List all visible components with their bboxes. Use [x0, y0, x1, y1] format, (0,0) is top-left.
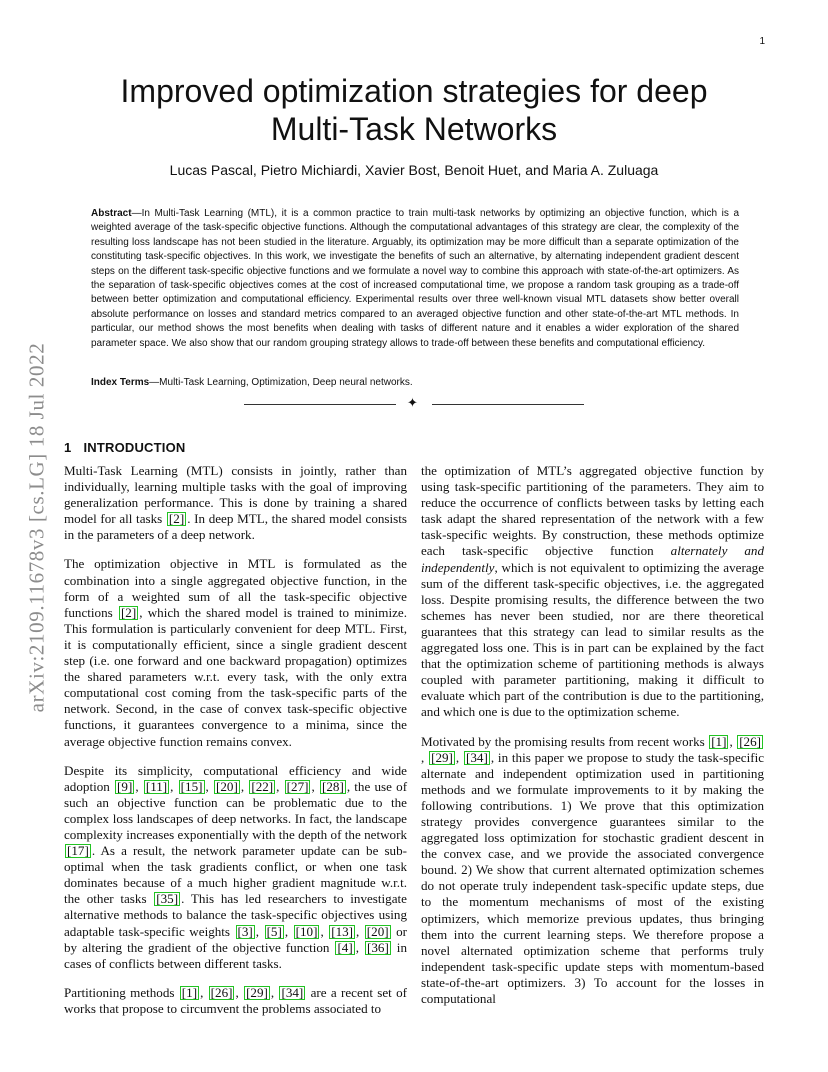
paragraph-text: , which is not equivalent to optimizing the average sum of the different task-specific objectives, i.e. the aggregated loss. Despite promising results, the difference between the two schemes has never been studied, nor are there theoretical guarantees that this strategy can lead to similar results as the aggregated loss one. This is in part can be explained by the fact that the optimization scheme of partitioning methods is always coupled with parameter partitioning, making it difficult to evaluate which part of the contribution is due to the partitioning, and which one is due to the optimization scheme.: [421, 559, 764, 720]
citation-link[interactable]: [36]: [366, 939, 389, 955]
body-paragraph: [64, 985, 407, 1017]
body-paragraph: [421, 734, 764, 1008]
paragraph-text: ,: [284, 923, 293, 939]
paragraph-text: in cases of conflicts between different tasks.: [64, 939, 407, 971]
arxiv-identifier-text: arXiv:2109.11678v3 [cs.LG] 18 Jul 2022: [24, 342, 49, 712]
paragraph-text: . As a result, the network parameter update can be sub-optimal when the task gradients conflict, or when one task dominates because of a much higher gradient magnitude w.r.t. the other tasks: [64, 843, 407, 907]
index-terms-text: —Multi-Task Learning, Optimization, Deep neural networks.: [149, 377, 413, 388]
abstract-label: Abstract: [91, 208, 132, 219]
title-line-1: Improved optimization strategies for deep: [120, 73, 708, 109]
body-paragraph: [64, 463, 407, 543]
citation-link[interactable]: [35]: [156, 891, 179, 907]
citation-link[interactable]: [2]: [120, 604, 137, 620]
citation-link[interactable]: [20]: [216, 778, 238, 794]
paragraph-text: , which the shared model is trained to minimize. This formulation is particularly convenient for deep MTL. First, it is computationally efficient, since a single gradient descent step (i.e. one forward and one backward propagation) optimizes the shared parameters w.r.t. every task, with the only extra computational cost coming from the task-specific parts of the network. Second, in the case of convex task-specific objective functions, it guarantees convergence to a minima, since the average objective function remains convex.: [64, 604, 407, 749]
paragraph-text: ,: [276, 778, 284, 794]
paragraph-text: the optimization of MTL’s aggregated objective function by using task-specific partitioning of the parameters. They aim to reduce the occurrence of conflicts between tasks by letting each task adapt the shared representation of the network with a few task-specific weights. By construction, these methods optimize each task-specific objective function: [421, 463, 764, 559]
section-number: 1: [64, 440, 72, 455]
divider-line-right: [432, 404, 584, 405]
section-divider: [244, 396, 584, 412]
index-terms: [91, 376, 739, 390]
body-paragraph: [421, 463, 764, 721]
paragraph-text: Multi-Task Learning (MTL) consists in jointly, rather than individually, learning multiple tasks with the goal of improving generalization performance. This is done by training a shared model for all tasks: [64, 463, 407, 527]
citation-link[interactable]: [17]: [67, 843, 89, 859]
paragraph-text: Partitioning methods: [64, 984, 179, 1000]
index-terms-label: Index Terms: [91, 377, 150, 388]
paragraph-text: . This has led researchers to investigate alternative methods to balance the task-specific objectives using adaptable task-specific weights: [64, 891, 407, 939]
section-title: INTRODUCTION: [83, 440, 186, 455]
paragraph-text: ,: [170, 778, 178, 794]
paragraph-text: ,: [729, 733, 737, 749]
paragraph-text: . In deep MTL, the shared model consists in the parameters of a deep network.: [64, 511, 407, 543]
page-number: 1: [759, 36, 765, 47]
paragraph-text: are a recent set of works that propose to circumvent the problems associated to: [64, 984, 408, 1016]
paragraph-text: ,: [240, 778, 249, 794]
paragraph-text: ,: [235, 984, 244, 1000]
arxiv-identifier: [22, 296, 52, 758]
paragraph-text: The optimization objective in MTL is formulated as the combination into a single aggregated objective function, in the form of a weighted sum of all the task-specific objective functions: [64, 556, 407, 620]
citation-link[interactable]: [20]: [366, 923, 389, 939]
paragraph-text: ,: [270, 984, 279, 1000]
abstract-text: —In Multi-Task Learning (MTL), it is a common practice to train multi-task networks by optimizing an objective function, which is a weighted average of the task-specific objective functions. Although the computational advantages of this strategy are clear, the complexity of the resulting loss landscape has not been studied in the literature. Arguably, its optimization may be more difficult than a separate optimization of the constituting task-specific objectives. In this work, we investigate the benefits of such an alternative, by alternating independent gradient descent steps on the different task-specific objective functions and we formulate a novel way to combine this approach with state-of-the-art optimizers. As the separation of task-specific objectives comes at the cost of increased computational time, we propose a random task grouping as a trade-off between better optimization and computational efficiency. Experimental results over three well-known visual MTL datasets show better overall absolute performance on losses and standard metrics compared to an averaged objective function and other state-of-the-art MTL methods. In particular, our method shows the most benefits when dealing with tasks of different nature and it enables a wider exploration of the shared parameter space. We also show that our random grouping strategy allows to trade-off between these benefits and computational efficiency.: [91, 208, 739, 349]
paragraph-text: ,: [421, 749, 429, 765]
citation-link[interactable]: [4]: [337, 939, 353, 955]
citation-link[interactable]: [15]: [180, 778, 203, 794]
citation-link[interactable]: [1]: [181, 984, 198, 1000]
abstract: [91, 207, 739, 351]
paragraph-text: ,: [255, 923, 264, 939]
paragraph-text: ,: [355, 939, 364, 955]
paragraph-text: , in this paper we propose to study the task-specific alternate and independent optimization used in partitioning methods and we formulate improvements to it by making the following contributions. 1) We prove that this optimization strategy provides convergence guarantees similar to the aggregated loss optimization for stochastic gradient descent in the convex case, and we provide the associated convergence bound. 2) We show that current alternated optimization schemes do not operate truly independent task-specific update steps, due to the momentum mechanisms of most of the existing optimizers, which memorize previous updates, thus bringing them into the current learning steps. We therefore propose a novel alternated optimization scheme that performs truly independent task-specific update steps with momentum-based state-of-the-art optimizers. 3) To account for the losses in computational: [421, 749, 765, 1006]
citation-link[interactable]: [1]: [711, 733, 727, 749]
left-column: [64, 463, 407, 1030]
title-line-2: Multi-Task Networks: [270, 111, 558, 147]
citation-link[interactable]: [29]: [431, 749, 453, 765]
paragraph-text: Motivated by the promising results from recent works: [421, 733, 709, 749]
citation-link[interactable]: [3]: [237, 923, 253, 939]
paragraph-text: Despite its simplicity, computational efficiency and wide adoption: [64, 762, 407, 794]
author-list: Lucas Pascal, Pietro Michiardi, Xavier Bost, Benoit Huet, and Maria A. Zuluaga: [169, 162, 659, 178]
section-heading-introduction: [64, 440, 186, 456]
citation-link[interactable]: [2]: [168, 511, 185, 527]
citation-link[interactable]: [10]: [295, 923, 318, 939]
divider-line-left: [244, 404, 396, 405]
paragraph-text: ,: [320, 923, 329, 939]
paper-title: [60, 72, 768, 148]
citation-link[interactable]: [28]: [321, 778, 344, 794]
paragraph-text: ,: [311, 778, 319, 794]
emphasis-text: alternately and independently: [421, 543, 764, 575]
divider-diamond-icon: ✦: [407, 396, 418, 411]
citation-link[interactable]: [34]: [281, 984, 304, 1000]
citation-link[interactable]: [29]: [246, 984, 268, 1000]
body-paragraph: [64, 556, 407, 749]
body-paragraph: [64, 763, 407, 972]
paragraph-text: ,: [205, 778, 213, 794]
paragraph-text: ,: [455, 749, 464, 765]
citation-link[interactable]: [27]: [286, 778, 309, 794]
citation-link[interactable]: [11]: [145, 778, 168, 794]
citation-link[interactable]: [13]: [331, 923, 354, 939]
paragraph-text: , the use of such an objective function can be problematic due to the complex loss landscapes of deep networks. In fact, the landscape complexity increases exponentially with the depth of the network: [64, 778, 408, 842]
paragraph-text: ,: [135, 778, 143, 794]
citation-link[interactable]: [34]: [466, 749, 488, 765]
citation-link[interactable]: [22]: [251, 778, 274, 794]
citation-link[interactable]: [9]: [117, 778, 133, 794]
right-column: [421, 463, 764, 1020]
citation-link[interactable]: [5]: [266, 923, 282, 939]
citation-link[interactable]: [26]: [739, 733, 762, 749]
citation-link[interactable]: [26]: [210, 984, 233, 1000]
paragraph-text: ,: [356, 923, 364, 939]
paragraph-text: or by altering the gradient of the objective function: [64, 923, 408, 955]
paragraph-text: ,: [200, 984, 208, 1000]
